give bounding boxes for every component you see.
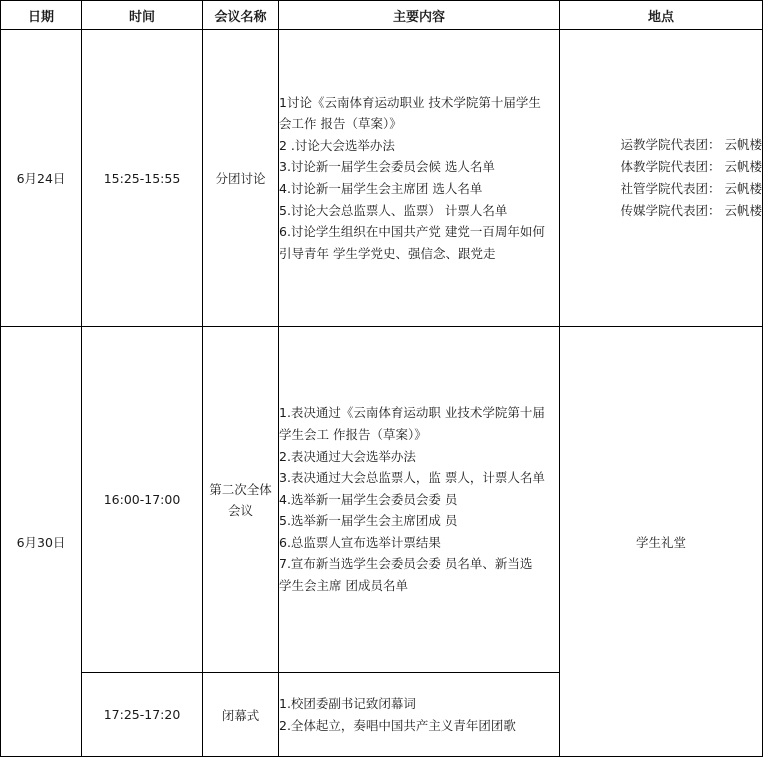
content-item: 1.表决通过《云南体育运动职 业技术学院第十届 [279, 405, 545, 421]
content-item: 5.选举新一届学生会主席团成 员 [279, 513, 458, 529]
content-item: 2 .讨论大会选举办法 [279, 137, 395, 153]
header-time: 时间 [82, 1, 203, 30]
content-item: 6.讨论学生组织在中国共产党 建党一百周年如何 [279, 224, 545, 240]
date-cell: 6月24日 [1, 30, 82, 327]
time-cell: 15:25-15:55 [82, 30, 203, 327]
header-date: 日期 [1, 1, 82, 30]
content-cell [279, 30, 560, 327]
content-item: 2.全体起立，奏唱中国共产主义青年团团歌 [279, 717, 516, 733]
content-item: 3.讨论新一届学生会委员会候 选人名单 [279, 159, 495, 175]
content-item: 会工作 报告（草案）》 [279, 116, 402, 132]
header-location: 地点 [560, 1, 763, 30]
table-row [1, 327, 763, 673]
content-item: 3.表决通过大会总监票人，监 票人，计票人名单 [279, 470, 545, 486]
content-item: 2.表决通过大会选举办法 [279, 448, 416, 464]
table-row [1, 30, 763, 327]
content-item: 4.选举新一届学生会委员会委 员 [279, 491, 458, 507]
content-item: 1.校团委副书记致闭幕词 [279, 695, 416, 711]
location-item: 运教学院代表团： 云帆楼 [620, 137, 762, 152]
meeting-name-text: 第二次全体会议 [209, 481, 272, 518]
content-item: 5.讨论大会总监票人、监票） 计票人名单 [279, 202, 508, 218]
content-cell [279, 673, 560, 757]
date-cell: 6月30日 [1, 327, 82, 757]
location-item: 传媒学院代表团： 云帆楼 [620, 203, 762, 218]
meeting-name-cell: 分团讨论 [203, 30, 279, 327]
content-item: 7.宣布新当选学生会委员会委 员名单、新当选 [279, 556, 533, 572]
location-cell [560, 30, 763, 327]
content-item: 1讨论《云南体育运动职业 技术学院第十届学生 [279, 94, 541, 110]
location-item: 体教学院代表团： 云帆楼 [620, 159, 762, 174]
location-cell: 学生礼堂 [560, 327, 763, 757]
time-cell: 16:00-17:00 [82, 327, 203, 673]
content-item: 4.讨论新一届学生会主席团 选人名单 [279, 181, 483, 196]
content-item: 6.总监票人宣布选举计票结果 [279, 534, 441, 550]
header-row [1, 1, 763, 30]
location-item: 社管学院代表团： 云帆楼 [620, 181, 762, 196]
header-meeting-name: 会议名称 [203, 1, 279, 30]
content-item: 引导青年 学生学党史、强信念、跟党走 [279, 245, 496, 261]
header-content: 主要内容 [279, 1, 560, 30]
meeting-name-cell [203, 327, 279, 673]
content-item: 学生会工 作报告（草案）》 [279, 426, 427, 442]
time-cell: 17:25-17:20 [82, 673, 203, 757]
meeting-name-cell: 闭幕式 [203, 673, 279, 757]
content-cell [279, 327, 560, 673]
content-item: 学生会主席 团成员名单 [279, 578, 408, 594]
